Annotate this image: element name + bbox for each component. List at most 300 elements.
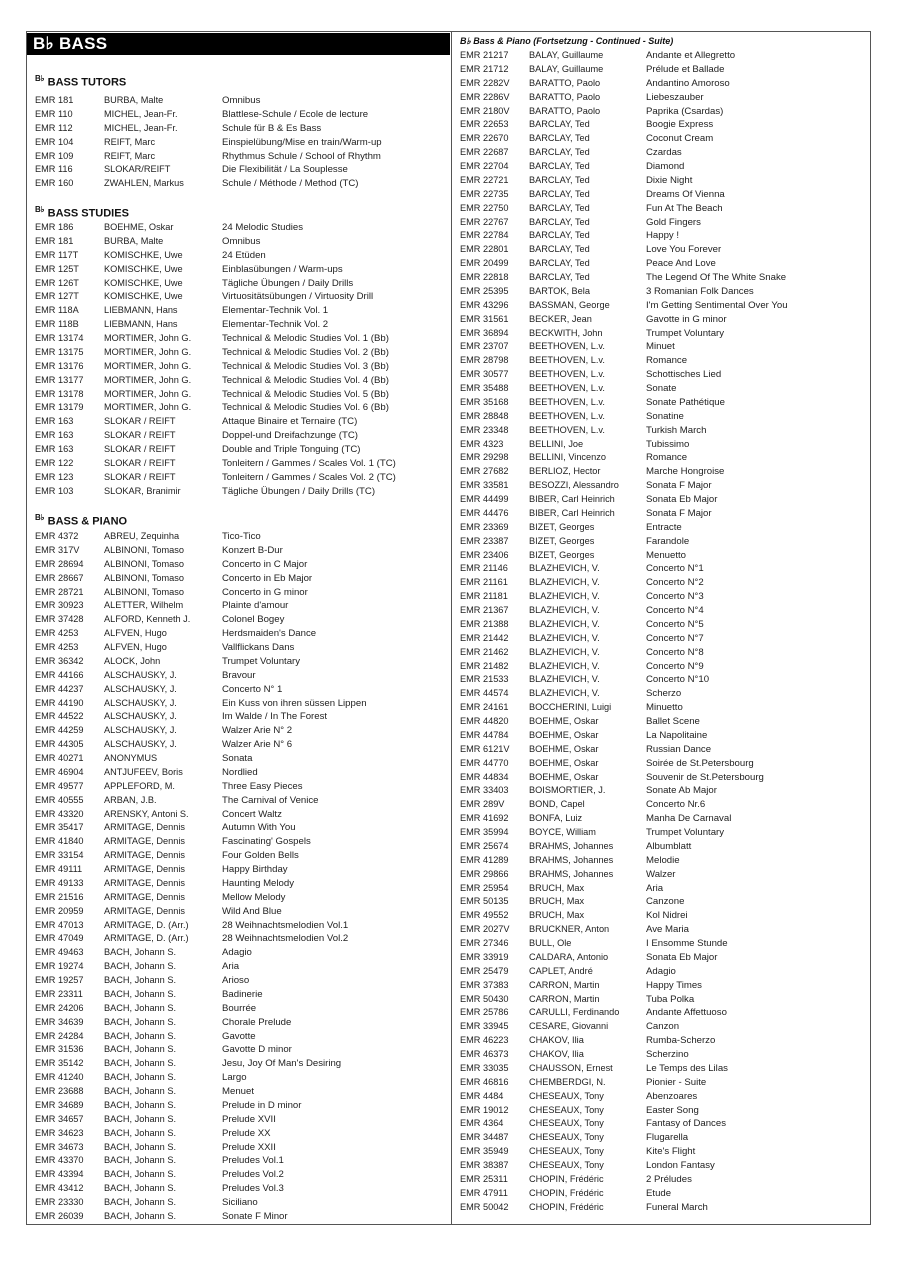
catalog-number: EMR 28667 [35,572,84,583]
continued-title-text: Bass & Piano (Fortsetzung - Continued - Suite) [473,36,674,46]
work-title: Andante et Allegretto [646,50,736,61]
catalog-number: EMR 36894 [460,327,509,338]
composer-name: BACH, Johann S. [104,1141,177,1152]
composer-name: BACH, Johann S. [104,961,177,972]
composer-name: MORTIMER, John G. [104,333,192,343]
work-title: Siciliano [222,1197,258,1208]
catalog-number: EMR 36342 [35,655,84,666]
composer-name: SLOKAR / REIFT [104,416,176,427]
composer-name: ALSCHAUSKY, J. [104,697,177,708]
catalog-number: EMR 33154 [35,850,84,861]
section-title-text: BASS TUTORS [47,76,127,89]
catalog-number: EMR 22704 [460,161,509,171]
section-flat-symbol: B♭ [35,513,45,522]
composer-name: BALAY, Guillaume [529,50,604,60]
work-title: Abenzoares [646,1090,698,1102]
composer-name: ARMITAGE, Dennis [104,850,186,861]
work-title: Concerto in C Major [222,558,308,570]
composer-name: BARCLAY, Ted [529,244,590,255]
composer-name: BLAZHEVICH, V. [529,591,600,602]
column-divider [451,31,452,1225]
work-title: Badinerie [222,988,263,1000]
catalog-number: EMR 24161 [460,702,509,713]
work-title: Virtuositätsübungen / Virtuosity Drill [222,291,374,303]
work-title: Gavotte in G minor [646,313,727,325]
composer-name: MORTIMER, John G. [104,388,192,399]
catalog-number: EMR 25786 [460,1007,509,1018]
section-title [35,511,127,529]
work-title: Preludes Vol.3 [222,1183,284,1195]
work-title: Funeral March [646,1201,708,1213]
catalog-number: EMR 2027V [460,924,510,935]
composer-name: ARMITAGE, Dennis [104,822,186,833]
catalog-number: EMR 23330 [35,1197,84,1207]
composer-name: BARCLAY, Ted [529,147,590,158]
catalog-number: EMR 40271 [35,753,84,763]
work-title: Concerto N°9 [646,660,704,672]
work-title: Technical & Melodic Studies Vol. 4 (Bb) [222,374,389,386]
composer-name: BARATTO, Paolo [529,77,601,88]
catalog-number: EMR 43320 [35,808,84,819]
work-title: Aria [646,882,664,894]
catalog-number: EMR 13177 [35,374,84,385]
composer-name: BACH, Johann S. [104,947,177,958]
work-title: Bravour [222,669,256,681]
composer-name: BACH, Johann S. [104,1044,177,1055]
work-title: Walzer Arie N° 6 [222,739,293,751]
work-title: Im Walde / In The Forest [222,711,328,723]
work-title: Four Golden Bells [222,850,299,862]
catalog-number: EMR 163 [35,444,74,454]
composer-name: BIZET, Georges [529,549,595,560]
work-title: Menuetto [646,549,687,561]
work-title: Sonata F Major [646,480,712,492]
work-title: Andante Affettuoso [646,1007,727,1019]
composer-name: CARRON, Martin [529,993,600,1004]
work-title: Doppel-und Dreifachzunge (TC) [222,430,358,442]
composer-name: CHAKOV, Ilia [529,1035,584,1046]
section-title-text: BASS & PIANO [47,515,128,528]
section-title-text: BASS STUDIES [47,207,129,220]
work-title: Coconut Cream [646,133,714,145]
work-title: Tägliche Übungen / Daily Drills [222,277,354,289]
composer-name: SLOKAR / REIFT [104,457,176,468]
composer-name: ARMITAGE, Dennis [104,864,186,874]
work-title: Menuet [222,1086,254,1097]
composer-name: KOMISCHKE, Uwe [104,277,183,288]
composer-name: BLAZHEVICH, V. [529,632,600,643]
work-title: Adagio [646,965,676,977]
composer-name: ARENSKY, Antoni S. [104,808,189,819]
work-title: The Legend Of The White Snake [646,272,787,283]
work-title: Concerto N°3 [646,591,704,603]
composer-name: SLOKAR / REIFT [104,444,176,454]
composer-name: BEETHOVEN, L.v. [529,396,605,407]
composer-name: BECKWITH, John [529,327,603,338]
catalog-number: EMR 20959 [35,905,84,916]
composer-name: ALSCHAUSKY, J. [104,683,177,694]
work-title: 24 Melodic Studies [222,222,304,233]
composer-name: CHAKOV, Ilia [529,1049,584,1059]
work-title: Chorale Prelude [222,1016,292,1028]
catalog-number: EMR 22784 [460,230,509,241]
work-title: Herdsmaiden's Dance [222,628,317,640]
composer-name: BLAZHEVICH, V. [529,618,600,629]
catalog-number: EMR 21516 [35,891,84,902]
catalog-number: EMR 31561 [460,313,509,324]
composer-name: CHESEAUX, Tony [529,1146,604,1157]
composer-name: BOEHME, Oskar [529,743,599,754]
composer-name: BEETHOVEN, L.v. [529,355,605,366]
catalog-number: EMR 34487 [460,1132,509,1143]
catalog-number: EMR 35168 [460,396,509,407]
composer-name: ALFVEN, Hugo [104,628,167,639]
catalog-number: EMR 25674 [460,840,509,851]
section-flat-symbol: B♭ [35,74,45,83]
work-title: Canzon [646,1021,680,1033]
catalog-number: EMR 6121V [460,743,510,754]
composer-name: ANONYMUS [104,753,158,763]
work-title: Turkish March [646,424,707,436]
work-title: Marche Hongroise [646,466,725,478]
catalog-number: EMR 40555 [35,794,84,805]
catalog-number: EMR 44237 [35,683,84,694]
catalog-number: EMR 25479 [460,965,509,976]
catalog-number: EMR 44476 [460,507,509,518]
composer-name: BALAY, Guillaume [529,63,604,74]
composer-name: ALBINONI, Tomaso [104,586,184,597]
catalog-number: EMR 163 [35,430,74,441]
work-title: Walzer Arie N° 2 [222,725,293,737]
catalog-number: EMR 122 [35,457,74,468]
composer-name: ARBAN, J.B. [104,794,157,805]
work-title: Elementar-Technik Vol. 1 [222,305,329,317]
catalog-number: EMR 23688 [35,1086,84,1096]
catalog-number: EMR 27682 [460,466,509,477]
header-flat-symbol: B♭ [33,34,54,53]
composer-name: BARCLAY, Ted [529,119,590,130]
catalog-number: EMR 44522 [35,711,84,722]
catalog-number: EMR 2286V [460,91,510,102]
composer-name: CHESEAUX, Tony [529,1132,604,1143]
composer-name: LIEBMANN, Hans [104,319,178,330]
catalog-number: EMR 23369 [460,521,509,532]
catalog-number: EMR 43412 [35,1183,84,1194]
composer-name: BRAHMS, Johannes [529,840,614,851]
composer-name: BIZET, Georges [529,521,595,532]
work-title: Albumblatt [646,840,692,852]
catalog-number: EMR 37383 [460,979,509,990]
catalog-number: EMR 44166 [35,669,84,680]
composer-name: BOEHME, Oskar [529,757,599,768]
work-title: 3 Romanian Folk Dances [646,285,754,297]
work-title: Romance [646,355,688,367]
composer-name: ALBINONI, Tomaso [104,544,184,555]
work-title: I Ensomme Stunde [646,938,728,949]
catalog-number: EMR 47013 [35,919,84,930]
work-title: 24 Etüden [222,249,266,261]
work-title: Technical & Melodic Studies Vol. 6 (Bb) [222,402,389,414]
work-title: Tägliche Übungen / Daily Drills (TC) [222,485,376,497]
catalog-number: EMR 41240 [35,1072,84,1083]
composer-name: CAPLET, André [529,965,593,976]
catalog-number: EMR 22750 [460,202,509,213]
composer-name: KOMISCHKE, Uwe [104,249,183,260]
composer-name: ALSCHAUSKY, J. [104,669,177,680]
work-title: Mellow Melody [222,891,286,903]
work-title: Sonate Pathétique [646,396,725,408]
catalog-number: EMR 21462 [460,646,509,657]
work-title: I'm Getting Sentimental Over You [646,299,788,311]
work-title: Concerto N°1 [646,563,704,575]
work-title: Soirée de St.Petersbourg [646,757,754,769]
composer-name: BARATTO, Paolo [529,105,601,116]
composer-name: BOYCE, William [529,827,596,837]
work-title: Arioso [222,975,250,986]
composer-name: BELLINI, Joe [529,438,584,449]
catalog-number: EMR 21146 [460,563,508,574]
composer-name: BARCLAY, Ted [529,161,590,171]
catalog-number: EMR 19274 [35,961,84,972]
composer-name: KOMISCHKE, Uwe [104,291,183,302]
work-title: 28 Weihnachtsmelodien Vol.1 [222,919,349,931]
work-title: Scherzo [646,688,682,700]
work-title: Prelude in D minor [222,1099,302,1111]
composer-name: MORTIMER, John G. [104,374,192,385]
composer-name: BULL, Ole [529,938,572,948]
catalog-number: EMR 13178 [35,388,84,399]
catalog-number: EMR 37428 [35,614,84,625]
catalog-number: EMR 125T [35,263,79,274]
work-title: Ave Maria [646,924,690,936]
catalog-number: EMR 30923 [35,600,84,611]
catalog-number: EMR 2180V [460,105,510,116]
work-title: Gavotte [222,1030,256,1042]
work-title: Ein Kuss von ihren süssen Lippen [222,697,367,709]
catalog-number: EMR 110 [35,108,73,119]
composer-name: SLOKAR / REIFT [104,430,176,441]
work-title: Trumpet Voluntary [646,327,725,339]
catalog-number: EMR 34623 [35,1127,84,1138]
catalog-number: EMR 41840 [35,836,84,847]
composer-name: ANTJUFEEV, Boris [104,766,183,777]
composer-name: CHOPIN, Frédéric [529,1201,604,1212]
continued-flat-symbol: B♭ [460,36,471,46]
catalog-number: EMR 117T [35,249,79,260]
section-title [35,72,126,90]
work-title: Romance [646,452,688,464]
catalog-number: EMR 21482 [460,660,509,671]
catalog-number: EMR 49463 [35,947,84,958]
composer-name: BOISMORTIER, J. [529,785,606,796]
composer-name: BLAZHEVICH, V. [529,674,600,685]
catalog-number: EMR 24284 [35,1030,84,1041]
catalog-number: EMR 35949 [460,1146,509,1157]
work-title: 28 Weihnachtsmelodien Vol.2 [222,933,349,945]
catalog-number: EMR 103 [35,485,74,496]
catalog-number: EMR 35417 [35,822,84,833]
composer-name: BACH, Johann S. [104,1197,177,1207]
composer-name: APPLEFORD, M. [104,780,175,791]
work-title: Fantasy of Dances [646,1118,726,1130]
composer-name: CHESEAUX, Tony [529,1090,604,1101]
composer-name: BLAZHEVICH, V. [529,605,600,615]
work-title: Tubissimo [646,438,690,450]
section-flat-symbol: B♭ [35,205,45,214]
work-title: Concerto N°5 [646,618,704,630]
work-title: Technical & Melodic Studies Vol. 3 (Bb) [222,360,389,372]
work-title: Happy Birthday [222,864,288,875]
work-title: Fascinating' Gospels [222,836,311,848]
work-title: Sonate F Minor [222,1210,288,1222]
work-title: Souvenir de St.Petersbourg [646,771,764,783]
composer-name: BARCLAY, Ted [529,188,590,199]
catalog-number: EMR 44574 [460,688,509,699]
work-title: Kol Nidrei [646,910,688,922]
work-title: Minuet [646,341,675,353]
composer-name: BOCCHERINI, Luigi [529,702,612,713]
catalog-number: EMR 27346 [460,938,509,948]
work-title: Sonata F Major [646,507,712,519]
composer-name: BRUCH, Max [529,882,585,893]
work-title: La Napolitaine [646,729,708,741]
work-title: Plainte d'amour [222,600,289,612]
catalog-number: EMR 46223 [460,1035,509,1046]
catalog-number: EMR 23406 [460,549,509,560]
work-title: Dreams Of Vienna [646,188,725,200]
work-title: Prelude XXII [222,1141,276,1153]
composer-name: BLAZHEVICH, V. [529,577,600,588]
work-title: Ballet Scene [646,716,700,727]
catalog-number: EMR 49111 [35,864,83,874]
composer-name: ALBINONI, Tomaso [104,572,184,583]
catalog-number: EMR 24206 [35,1002,84,1013]
composer-name: ARMITAGE, D. (Arr.) [104,933,189,944]
composer-name: MORTIMER, John G. [104,346,192,357]
catalog-number: EMR 22670 [460,133,509,144]
composer-name: ALFVEN, Hugo [104,642,167,652]
composer-name: ARMITAGE, Dennis [104,836,186,847]
composer-name: BACH, Johann S. [104,1086,177,1096]
composer-name: BACH, Johann S. [104,1169,177,1180]
work-title: Die Flexibilität / La Souplesse [222,164,348,176]
catalog-number: EMR 31536 [35,1044,84,1055]
composer-name: MICHEL, Jean-Fr. [104,122,178,133]
composer-name: CHESEAUX, Tony [529,1160,604,1170]
work-title: Love You Forever [646,244,722,256]
work-title: Gold Fingers [646,216,701,228]
work-title: Liebeszauber [646,91,704,103]
catalog-number: EMR 22818 [460,272,509,282]
composer-name: BARCLAY, Ted [529,258,590,269]
composer-name: BOEHME, Oskar [529,771,599,782]
work-title: Walzer [646,868,676,880]
composer-name: ZWAHLEN, Markus [104,178,184,189]
composer-name: ARMITAGE, Dennis [104,905,186,916]
work-title: Concerto in Eb Major [222,572,313,584]
catalog-number: EMR 22801 [460,244,509,255]
catalog-number: EMR 23348 [460,424,509,435]
composer-name: BACH, Johann S. [104,1127,177,1138]
catalog-number: EMR 4323 [460,438,504,449]
work-title: Three Easy Pieces [222,780,303,792]
composer-name: BIZET, Georges [529,535,595,546]
composer-name: ARMITAGE, Dennis [104,891,186,902]
composer-name: ALOCK, John [104,655,161,666]
work-title: Technical & Melodic Studies Vol. 5 (Bb) [222,388,389,400]
composer-name: BACH, Johann S. [104,1099,177,1110]
work-title: Preludes Vol.2 [222,1169,284,1181]
work-title: Nordlied [222,766,258,778]
work-title: Attaque Binaire et Ternaire (TC) [222,416,358,428]
catalog-number: EMR 33945 [460,1021,509,1032]
work-title: Scherzino [646,1049,689,1060]
work-title: Omnibus [222,95,261,106]
composer-name: BARTOK, Bela [529,285,590,296]
work-title: Tonleitern / Gammes / Scales Vol. 2 (TC) [222,471,396,483]
work-title: Sonate Ab Major [646,785,717,797]
composer-name: ARMITAGE, Dennis [104,877,186,888]
work-title: Haunting Melody [222,877,294,889]
work-title: Concerto N°4 [646,605,704,616]
work-title: Double and Triple Tonguing (TC) [222,444,361,455]
catalog-number: EMR 23707 [460,341,509,352]
work-title: Concerto N° 1 [222,683,283,695]
catalog-number: EMR 44305 [35,739,84,750]
catalog-number: EMR 13174 [35,333,84,343]
work-title: Concerto in G minor [222,586,308,598]
catalog-header-banner [27,33,450,55]
work-title: Pionier - Suite [646,1076,707,1088]
work-title: Einspielübung/Mise en train/Warm-up [222,136,382,148]
catalog-number: EMR 2282V [460,77,510,88]
work-title: The Carnival of Venice [222,794,319,806]
catalog-number: EMR 30577 [460,369,509,380]
work-title: Dixie Night [646,174,693,186]
catalog-number: EMR 23311 [35,988,83,999]
catalog-number: EMR 29866 [460,868,509,879]
composer-name: BACH, Johann S. [104,1016,177,1027]
catalog-number: EMR 44259 [35,725,84,736]
composer-name: BEETHOVEN, L.v. [529,410,605,421]
composer-name: BEETHOVEN, L.v. [529,369,605,380]
catalog-number: EMR 23387 [460,535,509,546]
work-title: Technical & Melodic Studies Vol. 2 (Bb) [222,346,389,358]
work-title: Konzert B-Dur [222,544,283,556]
composer-name: REIFT, Marc [104,136,156,147]
work-title: Etude [646,1187,672,1199]
work-title: Prelude XVII [222,1113,276,1125]
catalog-number: EMR 28694 [35,558,84,569]
composer-name: BARCLAY, Ted [529,272,590,282]
work-title: Diamond [646,161,685,172]
catalog-number: EMR 47911 [460,1187,508,1198]
work-title: Flugarella [646,1132,689,1144]
work-title: Sonatine [646,410,684,422]
catalog-number: EMR 44190 [35,697,84,708]
catalog-number: EMR 181 [35,95,74,105]
catalog-number: EMR 34689 [35,1099,84,1110]
composer-name: ALSCHAUSKY, J. [104,725,177,736]
catalog-number: EMR 33919 [460,951,509,962]
work-title: Vallflickans Dans [222,642,295,653]
work-title: Sonata Eb Major [646,951,718,963]
work-title: Einblasübungen / Warm-ups [222,263,343,275]
catalog-number: EMR 21217 [460,50,509,60]
catalog-number: EMR 13175 [35,346,84,357]
composer-name: BECKER, Jean [529,313,592,324]
catalog-number: EMR 29298 [460,452,509,463]
